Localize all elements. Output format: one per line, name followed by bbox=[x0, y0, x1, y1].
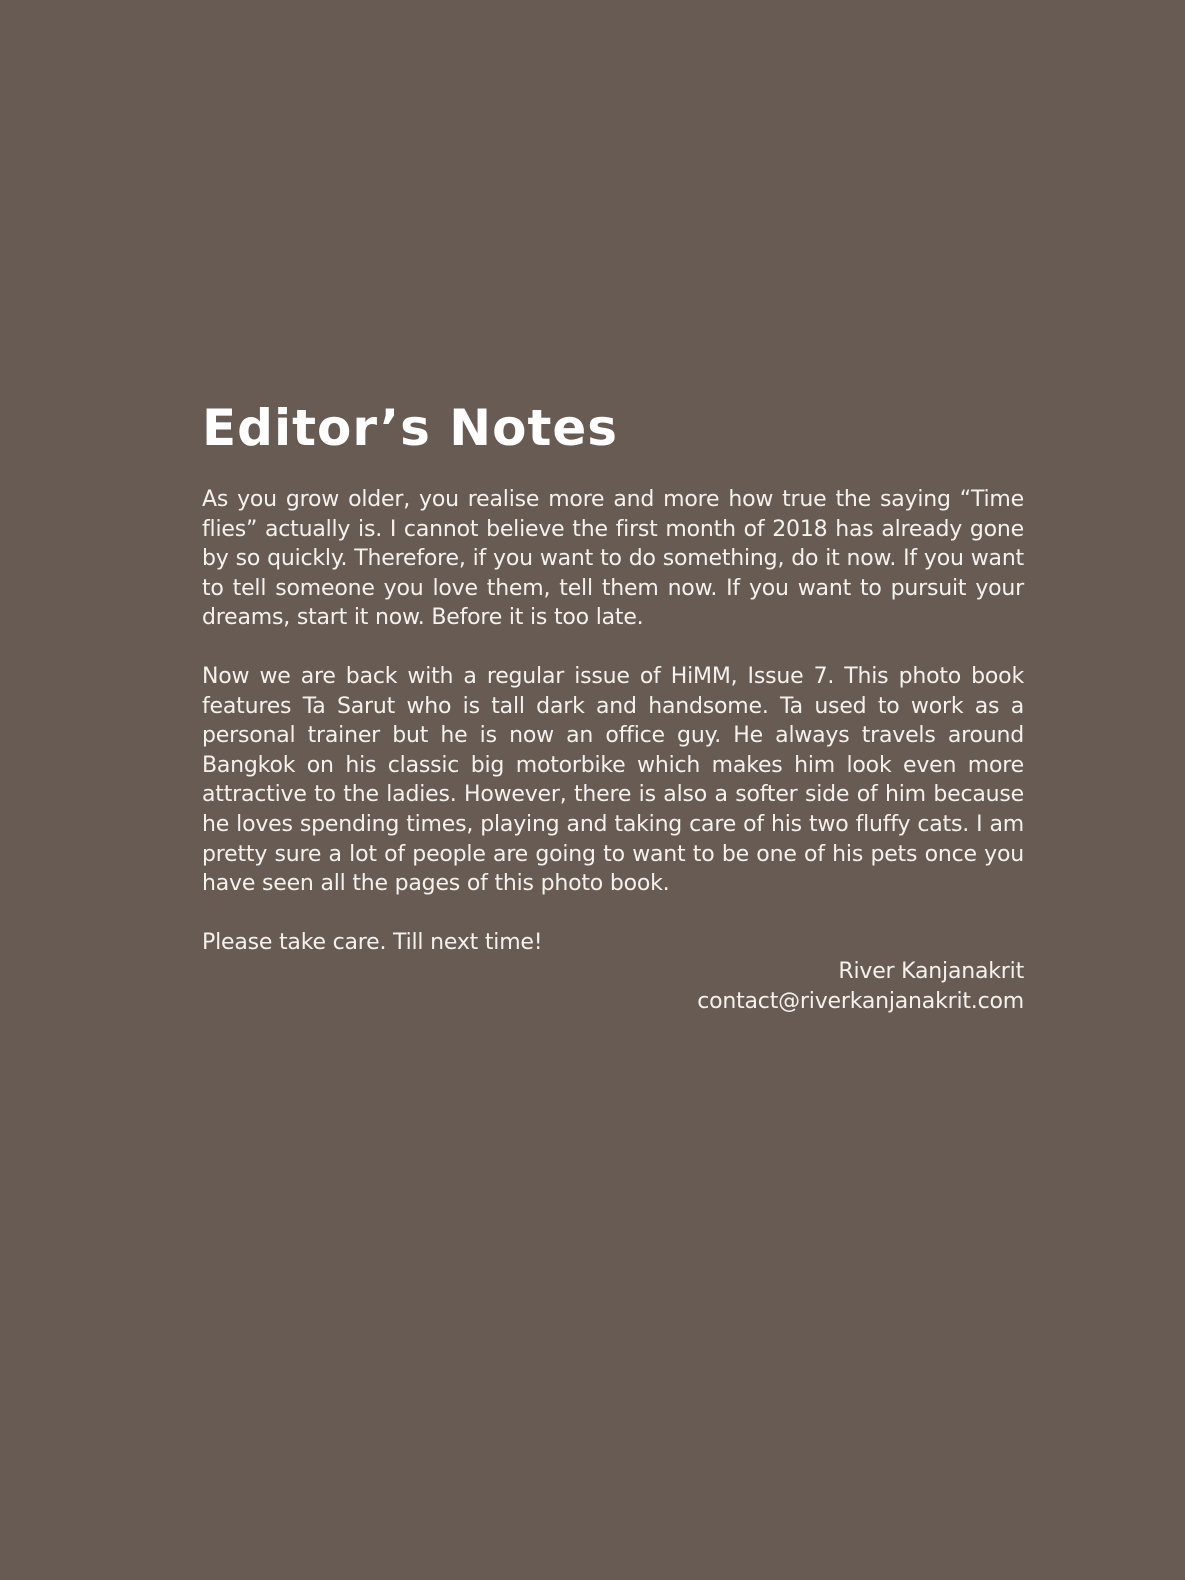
paragraph-1: As you grow older, you realise more and more how true the saying “Time flies” actually is. I cannot believe the first month of 2018 has already gone by so quickly. Therefore, if you want to do something, do it now. If you want to tell someone you love them, tell them now. If you want to pursuit your dreams, start it now. Before it is too late. bbox=[202, 487, 1024, 631]
notes-body bbox=[202, 485, 1024, 1017]
closing-line: Please take care. Till next time! bbox=[202, 929, 543, 955]
paragraph-2: Now we are back with a regular issue of HiMM, Issue 7. This photo book features Ta Sarut who is tall dark and handsome. Ta used to work as a personal trainer but he is now an office guy. He always travels around Bangkok on his classic big motorbike which makes him look even more attractive to the ladies. However, there is also a softer side of him because he loves spending times, playing and taking care of his two fluffy cats. I am pretty sure a lot of people are going to want to be one of his pets once you have seen all the pages of this photo book. bbox=[202, 663, 1024, 897]
editors-notes-page bbox=[202, 395, 1024, 1017]
signature-name: River Kanjanakrit bbox=[838, 959, 1024, 985]
page-title: Editor’s Notes bbox=[202, 399, 619, 457]
signature-email: contact@riverkanjanakrit.com bbox=[697, 988, 1024, 1014]
